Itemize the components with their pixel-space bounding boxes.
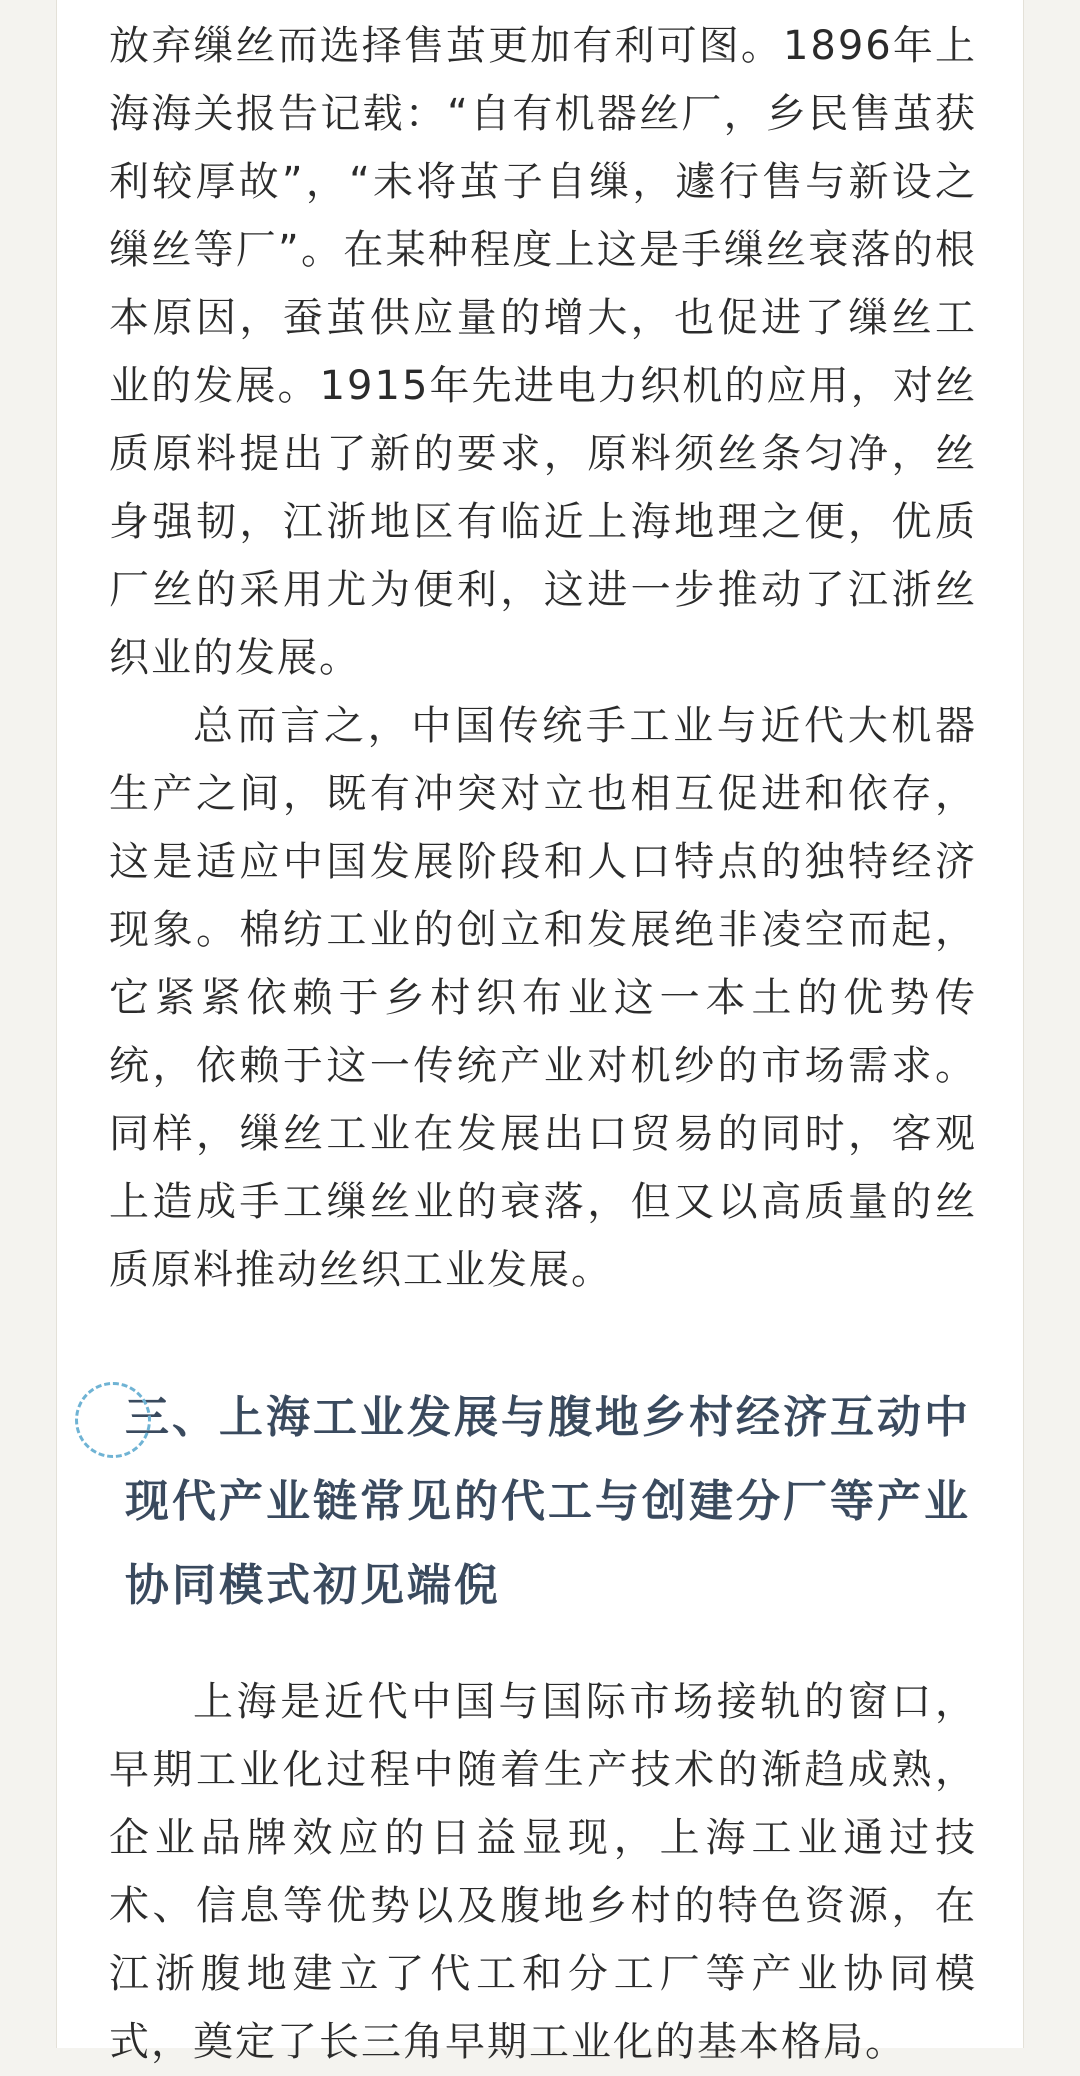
section-heading-block (109, 1376, 977, 1628)
article-content (109, 0, 977, 2076)
section-heading: 三、上海工业发展与腹地乡村经济互动中现代产业链常见的代工与创建分厂等产业协同模式初见端倪 (125, 1392, 971, 1611)
dashed-circle-decoration-icon (75, 1382, 151, 1458)
article-page (56, 0, 1024, 2065)
paragraph-shanghai-window: 上海是近代中国与国际市场接轨的窗口，早期工业化过程中随着生产技术的渐趋成熟，企业品牌效应的日益显现，上海工业通过技术、信息等优势以及腹地乡村的特色资源，在江浙腹地建立了代工和分工厂等产业协同模式，奠定了长三角早期工业化的基本格局。 (109, 1679, 977, 2065)
paragraph-summary: 总而言之，中国传统手工业与近代大机器生产之间，既有冲突对立也相互促进和依存，这是适应中国发展阶段和人口特点的独特经济现象。棉纺工业的创立和发展绝非凌空而起，它紧紧依赖于乡村织布业这一本土的优势传统，依赖于这一传统产业对机纱的市场需求。同样，缫丝工业在发展出口贸易的同时，客观上造成手工缫丝业的衰落，但又以高质量的丝质原料推动丝织工业发展。 (109, 703, 977, 1293)
paragraph-silk-reeling: 放弃缫丝而选择售茧更加有利可图。1896年上海海关报告记载：“自有机器丝厂，乡民售茧获利较厚故”，“未将茧子自缫，遽行售与新设之缫丝等厂”。在某种程度上这是手缫丝衰落的根本原因，蚕茧供应量的增大，也促进了缫丝工业的发展。1915年先进电力织机的应用，对丝质原料提出了新的要求，原料须丝条匀净，丝身强韧，江浙地区有临近上海地理之便，优质厂丝的采用尤为便利，这进一步推动了江浙丝织业的发展。 (109, 23, 977, 681)
